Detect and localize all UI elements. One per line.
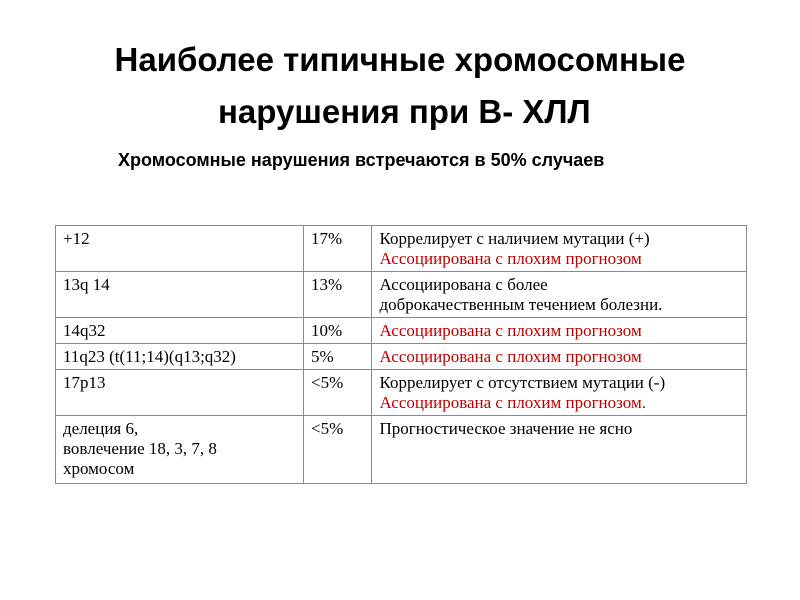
poor-prognosis-note: Ассоциирована с плохим прогнозом. — [379, 393, 646, 412]
poor-prognosis-note: Ассоциирована с плохим прогнозом — [379, 347, 642, 366]
significance-cell — [372, 370, 747, 416]
significance-text: Коррелирует с наличием мутации (+) — [379, 229, 650, 248]
significance-text: Ассоциирована с более — [379, 275, 548, 294]
anomaly-cell — [56, 370, 304, 416]
anomaly-cell — [56, 318, 304, 344]
anomaly-text: 17p13 — [63, 373, 106, 392]
anomaly-text: вовлечение 18, 3, 7, 8 — [63, 439, 217, 458]
table-row — [56, 370, 747, 416]
poor-prognosis-note: Ассоциирована с плохим прогнозом — [379, 249, 642, 268]
poor-prognosis-note: Ассоциирована с плохим прогнозом — [379, 321, 642, 340]
anomaly-text: 13q 14 — [63, 275, 110, 294]
frequency-cell — [304, 318, 372, 344]
frequency-cell — [304, 344, 372, 370]
frequency-text: <5% — [311, 373, 344, 392]
frequency-cell — [304, 370, 372, 416]
anomaly-text: +12 — [63, 229, 90, 248]
significance-cell — [372, 416, 747, 484]
significance-cell — [372, 318, 747, 344]
significance-cell — [372, 226, 747, 272]
significance-text: Коррелирует с отсутствием мутации (-) — [379, 373, 666, 392]
slide-title-line-1: Наиболее типичные хромосомные — [114, 41, 686, 78]
frequency-text: <5% — [311, 419, 344, 438]
frequency-text: 10% — [311, 321, 343, 340]
anomaly-text: делеция 6, — [63, 419, 139, 438]
frequency-cell — [304, 416, 372, 484]
table-row — [56, 416, 747, 484]
frequency-text: 13% — [311, 275, 343, 294]
slide-subtitle: Хромосомные нарушения встречаются в 50% случаев — [118, 150, 605, 170]
anomaly-text: 11q23 (t(11;14)(q13;q32) — [63, 347, 236, 366]
significance-cell — [372, 272, 747, 318]
chromosome-aberrations-table — [55, 225, 747, 484]
anomaly-cell — [56, 226, 304, 272]
frequency-cell — [304, 272, 372, 318]
frequency-cell — [304, 226, 372, 272]
frequency-text: 17% — [311, 229, 343, 248]
anomaly-cell — [56, 344, 304, 370]
anomaly-text: хромосом — [63, 459, 135, 478]
table-row — [56, 226, 747, 272]
anomaly-cell — [56, 416, 304, 484]
slide-title-line-2: нарушения при В- ХЛЛ — [218, 93, 591, 130]
table-row — [56, 318, 747, 344]
significance-cell — [372, 344, 747, 370]
anomaly-text: 14q32 — [63, 321, 106, 340]
significance-text: доброкачественным течением болезни. — [379, 295, 663, 314]
significance-text: Прогностическое значение не ясно — [379, 419, 633, 438]
table-row — [56, 344, 747, 370]
table-row — [56, 272, 747, 318]
frequency-text: 5% — [311, 347, 334, 366]
anomaly-cell — [56, 272, 304, 318]
